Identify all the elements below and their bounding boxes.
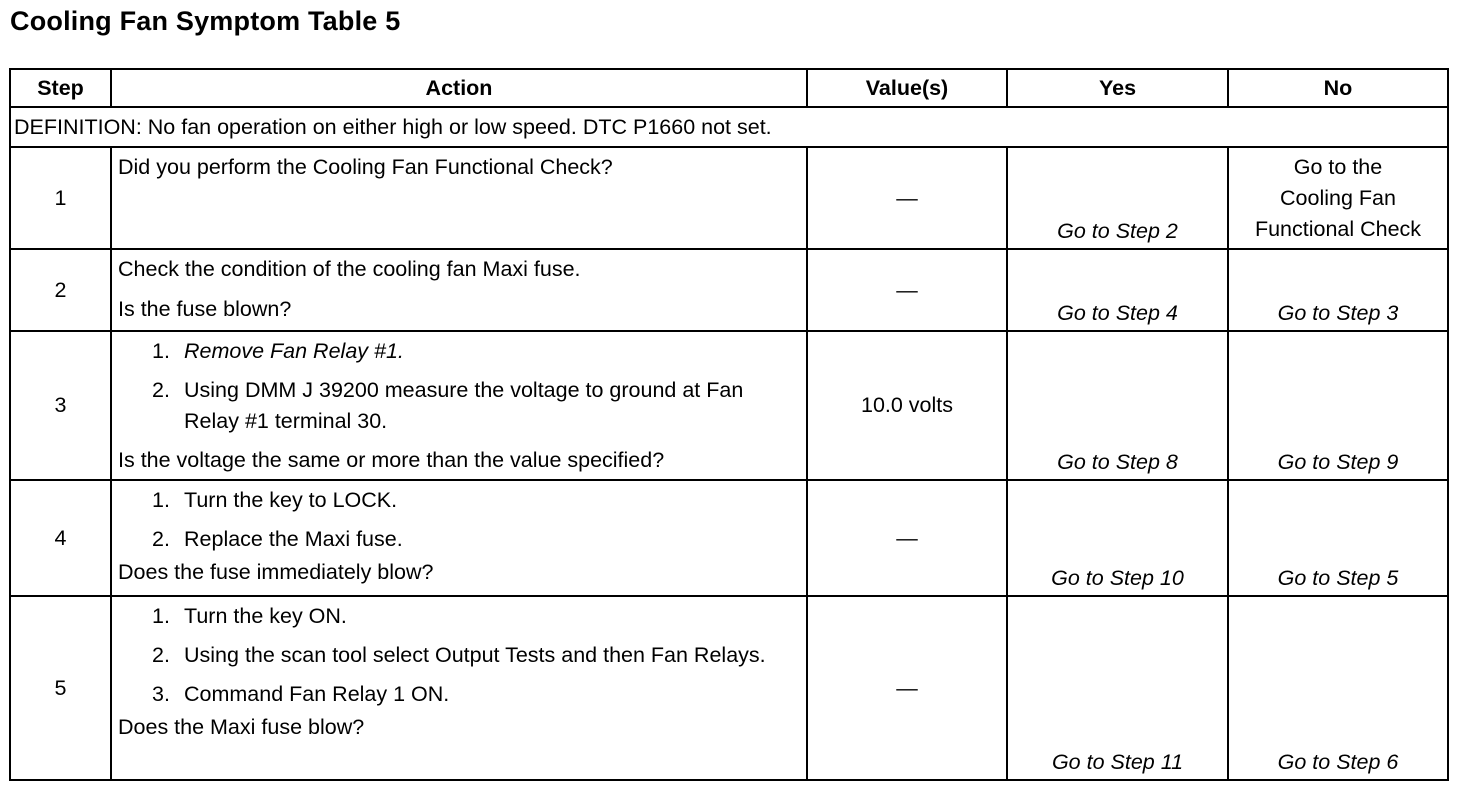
action-cell bbox=[111, 147, 807, 249]
action-cell bbox=[111, 249, 807, 331]
action-cell bbox=[111, 331, 807, 480]
substep-text: Turn the key ON. bbox=[184, 604, 347, 628]
value-cell: — bbox=[807, 480, 1007, 596]
no-goto-link[interactable]: Go to Step 5 bbox=[1228, 480, 1448, 596]
table-row-step-3 bbox=[10, 331, 1448, 480]
header-row bbox=[10, 69, 1448, 107]
substep-item: 1 . Turn the key ON. bbox=[118, 601, 800, 632]
action-question: Is the voltage the same or more than the value specified? bbox=[118, 448, 665, 472]
step-number: 1 bbox=[10, 147, 111, 249]
yes-goto-link[interactable]: Go to Step 8 bbox=[1007, 331, 1228, 480]
substep-item: 2 . Using the scan tool select Output Tests and then Fan Relays. bbox=[118, 640, 800, 671]
page-title: Cooling Fan Symptom Table 5 bbox=[10, 6, 401, 36]
header-action: Action bbox=[111, 69, 807, 107]
yes-goto-link[interactable]: Go to Step 4 bbox=[1007, 249, 1228, 331]
header-values: Value(s) bbox=[807, 69, 1007, 107]
table-row-step-5 bbox=[10, 596, 1448, 780]
value-cell: — bbox=[807, 596, 1007, 780]
substep-list bbox=[118, 485, 800, 555]
definition-text: DEFINITION: No fan operation on either high or low speed. DTC P1660 not set. bbox=[10, 107, 1448, 147]
substep-text: Turn the key to LOCK. bbox=[184, 488, 398, 512]
value-cell: — bbox=[807, 147, 1007, 249]
yes-goto-link[interactable]: Go to Step 10 bbox=[1007, 480, 1228, 596]
action-question: Does the Maxi fuse blow? bbox=[118, 715, 365, 739]
no-goto-link[interactable]: Go to Step 9 bbox=[1228, 331, 1448, 480]
substep-item: 1 . Remove Fan Relay #1. bbox=[118, 336, 800, 367]
substep-item: 3 . Command Fan Relay 1 ON. bbox=[118, 679, 800, 710]
symptom-table bbox=[9, 68, 1449, 781]
header-yes: Yes bbox=[1007, 69, 1228, 107]
substep-list bbox=[118, 336, 800, 437]
no-goto-link[interactable]: Go to Step 3 bbox=[1228, 249, 1448, 331]
substep-text: Remove Fan Relay #1. bbox=[184, 339, 404, 363]
substep-item: 2 . Using DMM J 39200 measure the voltage to ground at Fan Relay #1 terminal 30. bbox=[118, 375, 800, 437]
value-cell: 10.0 volts bbox=[807, 331, 1007, 480]
table-row-step-2 bbox=[10, 249, 1448, 331]
step-number: 2 bbox=[10, 249, 111, 331]
value-cell: — bbox=[807, 249, 1007, 331]
substep-item: 1 . Turn the key to LOCK. bbox=[118, 485, 800, 516]
action-question: Does the fuse immediately blow? bbox=[118, 560, 434, 584]
no-goto-link[interactable]: Go to Step 6 bbox=[1228, 596, 1448, 780]
definition-row bbox=[10, 107, 1448, 147]
yes-goto-link[interactable]: Go to Step 11 bbox=[1007, 596, 1228, 780]
no-line-1: Go to the bbox=[1293, 154, 1383, 179]
table-row-step-1 bbox=[10, 147, 1448, 249]
no-line-3: Functional Check bbox=[1254, 216, 1422, 241]
step-number: 5 bbox=[10, 596, 111, 780]
header-no: No bbox=[1228, 69, 1448, 107]
action-cell bbox=[111, 596, 807, 780]
header-step: Step bbox=[10, 69, 111, 107]
yes-goto-link[interactable]: Go to Step 2 bbox=[1007, 147, 1228, 249]
step-number: 3 bbox=[10, 331, 111, 480]
substep-text: Using the scan tool select Output Tests and then Fan Relays. bbox=[184, 643, 766, 667]
action-text: Did you perform the Cooling Fan Functional Check? bbox=[118, 155, 613, 179]
no-goto-link[interactable] bbox=[1228, 147, 1448, 249]
substep-text: Replace the Maxi fuse. bbox=[184, 527, 403, 551]
step-number: 4 bbox=[10, 480, 111, 596]
action-text: Check the condition of the cooling fan Maxi fuse. bbox=[118, 257, 581, 281]
action-question: Is the fuse blown? bbox=[118, 297, 292, 321]
table-row-step-4 bbox=[10, 480, 1448, 596]
action-cell bbox=[111, 480, 807, 596]
substep-item: 2 . Replace the Maxi fuse. bbox=[118, 524, 800, 555]
substep-text: Command Fan Relay 1 ON. bbox=[184, 682, 450, 706]
no-line-2: Cooling Fan bbox=[1280, 185, 1396, 210]
substep-text: Using DMM J 39200 measure the voltage to ground at Fan Relay #1 terminal 30. bbox=[184, 378, 744, 433]
substep-list bbox=[118, 601, 800, 710]
